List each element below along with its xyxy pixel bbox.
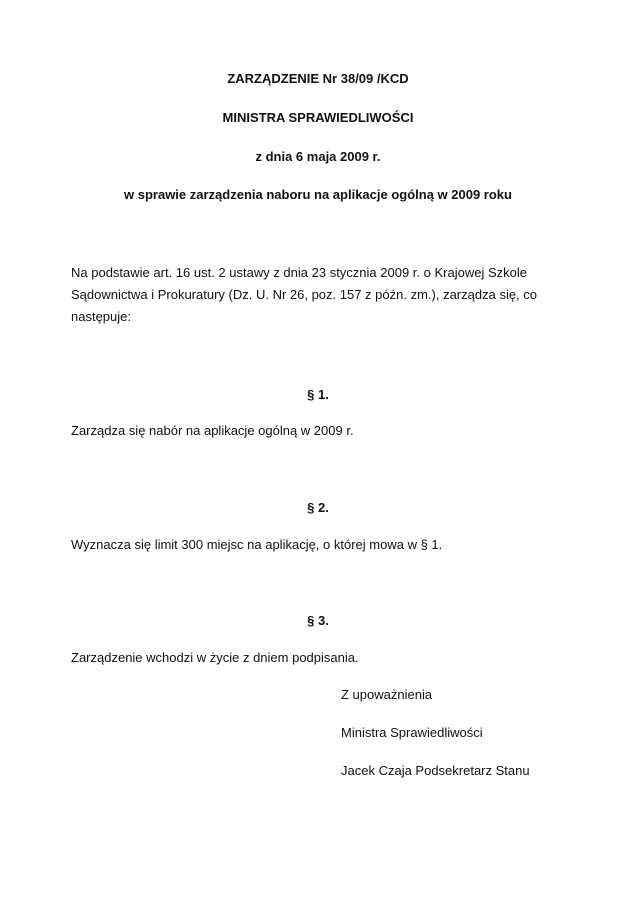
document-date: z dnia 6 maja 2009 r. [255,149,381,164]
signature-ministry: Ministra Sprawiedliwości [341,725,483,740]
preamble-line: Na podstawie art. 16 ust. 2 ustawy z dnia 23 stycznia 2009 r. o Krajowej Szkole [71,265,527,280]
signature-authorization: Z upoważnienia [341,687,433,702]
section-3-text: Zarządzenie wchodzi w życie z dniem podpisania. [71,650,359,665]
section-2-heading: § 2. [307,500,329,515]
signature-signatory: Jacek Czaja Podsekretarz Stanu [341,763,530,778]
section-1-heading: § 1. [307,387,329,402]
preamble-line: następuje: [71,309,131,324]
section-1-text: Zarządza się nabór na aplikacje ogólną w 2009 r. [71,423,354,438]
section-2-text: Wyznacza się limit 300 miejsc na aplikację, o której mowa w § 1. [71,537,443,552]
document-subject: w sprawie zarządzenia naboru na aplikacje ogólną w 2009 roku [124,187,512,202]
issuing-authority: MINISTRA SPRAWIEDLIWOŚCI [222,110,414,125]
section-3-heading: § 3. [307,613,329,628]
preamble [71,262,571,328]
preamble-line: Sądownictwa i Prokuratury (Dz. U. Nr 26, poz. 157 z późn. zm.), zarządza się, co [71,287,538,302]
document-title: ZARZĄDZENIE Nr 38/09 /KCD [227,71,409,86]
